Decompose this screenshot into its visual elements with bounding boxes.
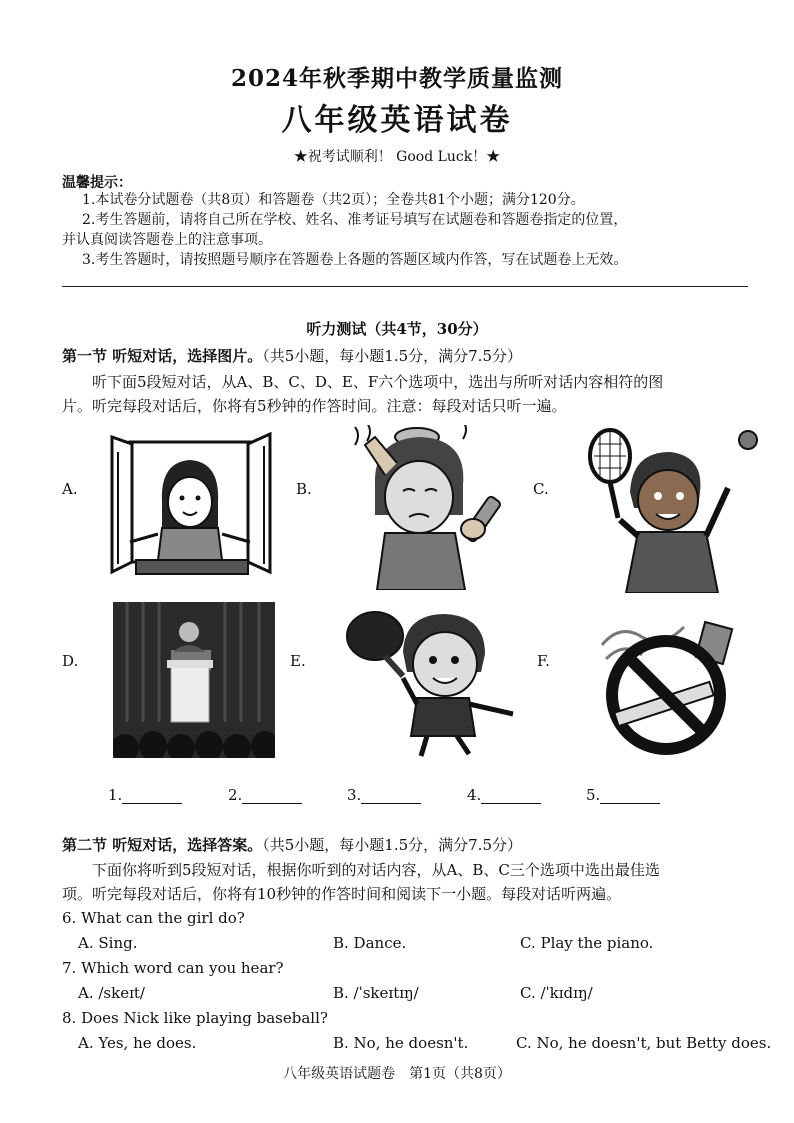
answer-blank-5[interactable] [586,786,660,804]
blank-number: 2. [228,786,243,804]
q7-option-b[interactable]: B. /ˈskeɪtɪŋ/ [333,984,419,1002]
blank-line [122,789,182,804]
blank-line [242,789,302,804]
blank-line [481,789,541,804]
exam-title-line1: 2024年秋季期中教学质量监测 [230,65,563,92]
answer-blank-2[interactable] [228,786,302,804]
option-e-label: E. [290,652,306,670]
listening-heading: 听力测试（共4节，30分） [306,320,488,338]
question-6: 6. What can the girl do? [62,909,245,927]
blank-line [361,789,421,804]
section2-title: 第二节 听短对话，选择答案。 [62,836,263,854]
option-c-label: C. [533,480,549,498]
tennis-boy-image [588,428,768,593]
option-d-label: D. [62,652,79,670]
no-smoking-image [590,615,740,755]
question-8: 8. Does Nick like playing baseball? [62,1009,328,1027]
tip-item: 1.本试卷分试题卷（共8页）和答题卷（共2页）；全卷共81个小题；满分120分。 [82,192,585,208]
section2-title-row [62,834,522,855]
section1-title: 第一节 听短对话，选择图片。 [62,347,263,365]
section1-instruction: 听下面5段短对话，从A、B、C、D、E、F六个选项中，选出与所听对话内容相符的图 [92,373,664,391]
q7-option-c[interactable]: C. /ˈkɪdɪŋ/ [520,984,593,1002]
section2-score: （共5小题，每小题1.5分，满分7.5分） [262,836,522,854]
pingpong-boy-image [345,606,525,758]
good-luck-line: ★祝考试顺利！ Good Luck！★ [293,149,501,165]
blank-number: 3. [347,786,362,804]
q7-option-a[interactable]: A. /skeɪt/ [78,984,145,1002]
divider [62,286,748,287]
q6-option-a[interactable]: A. Sing. [78,934,138,952]
q8-option-a[interactable]: A. Yes, he does. [78,1034,197,1052]
option-b-label: B. [296,480,312,498]
option-a-label: A. [62,480,78,498]
speech-stage-image [113,602,275,758]
option-f-label: F. [537,652,550,670]
q8-option-b[interactable]: B. No, he doesn't. [333,1034,469,1052]
page-footer: 八年级英语试题卷 第1页（共8页） [283,1066,511,1082]
q6-option-c[interactable]: C. Play the piano. [520,934,654,952]
section1-score: （共5小题，每小题1.5分，满分7.5分） [262,347,522,365]
tip-item: 2.考生答题前，请将自己所在学校、姓名、准考证号填写在试题卷和答题卷指定的位置， [82,212,628,228]
section2-instruction: 项。听完每段对话后，你将有10秒钟的作答时间和阅读下一小题。每段对话听两遍。 [62,885,622,903]
answer-blank-3[interactable] [347,786,421,804]
blank-number: 1. [108,786,123,804]
section2-instruction: 下面你将听到5段短对话，根据你听到的对话内容，从A、B、C三个选项中选出最佳选 [92,861,660,879]
sick-child-image [345,425,525,590]
answer-blank-4[interactable] [467,786,541,804]
girl-window-image [110,432,275,582]
exam-title-line2: 八年级英语试卷 [281,103,513,138]
question-7: 7. Which word can you hear? [62,959,284,977]
tip-item: 3.考生答题时，请按照题号顺序在答题卷上各题的答题区域内作答，写在试题卷上无效。 [82,252,628,268]
tip-item: 并认真阅读答题卷上的注意事项。 [62,232,272,248]
blank-line [600,789,660,804]
q8-option-c[interactable]: C. No, he doesn't, but Betty does. [516,1034,772,1052]
blank-number: 4. [467,786,482,804]
blank-number: 5. [586,786,601,804]
tips-heading: 温馨提示： [62,175,132,191]
answer-blank-1[interactable] [108,786,182,804]
section1-title-row [62,345,522,366]
section1-instruction: 片。听完每段对话后，你将有5秒钟的作答时间。注意：每段对话只听一遍。 [62,397,567,415]
q6-option-b[interactable]: B. Dance. [333,934,407,952]
